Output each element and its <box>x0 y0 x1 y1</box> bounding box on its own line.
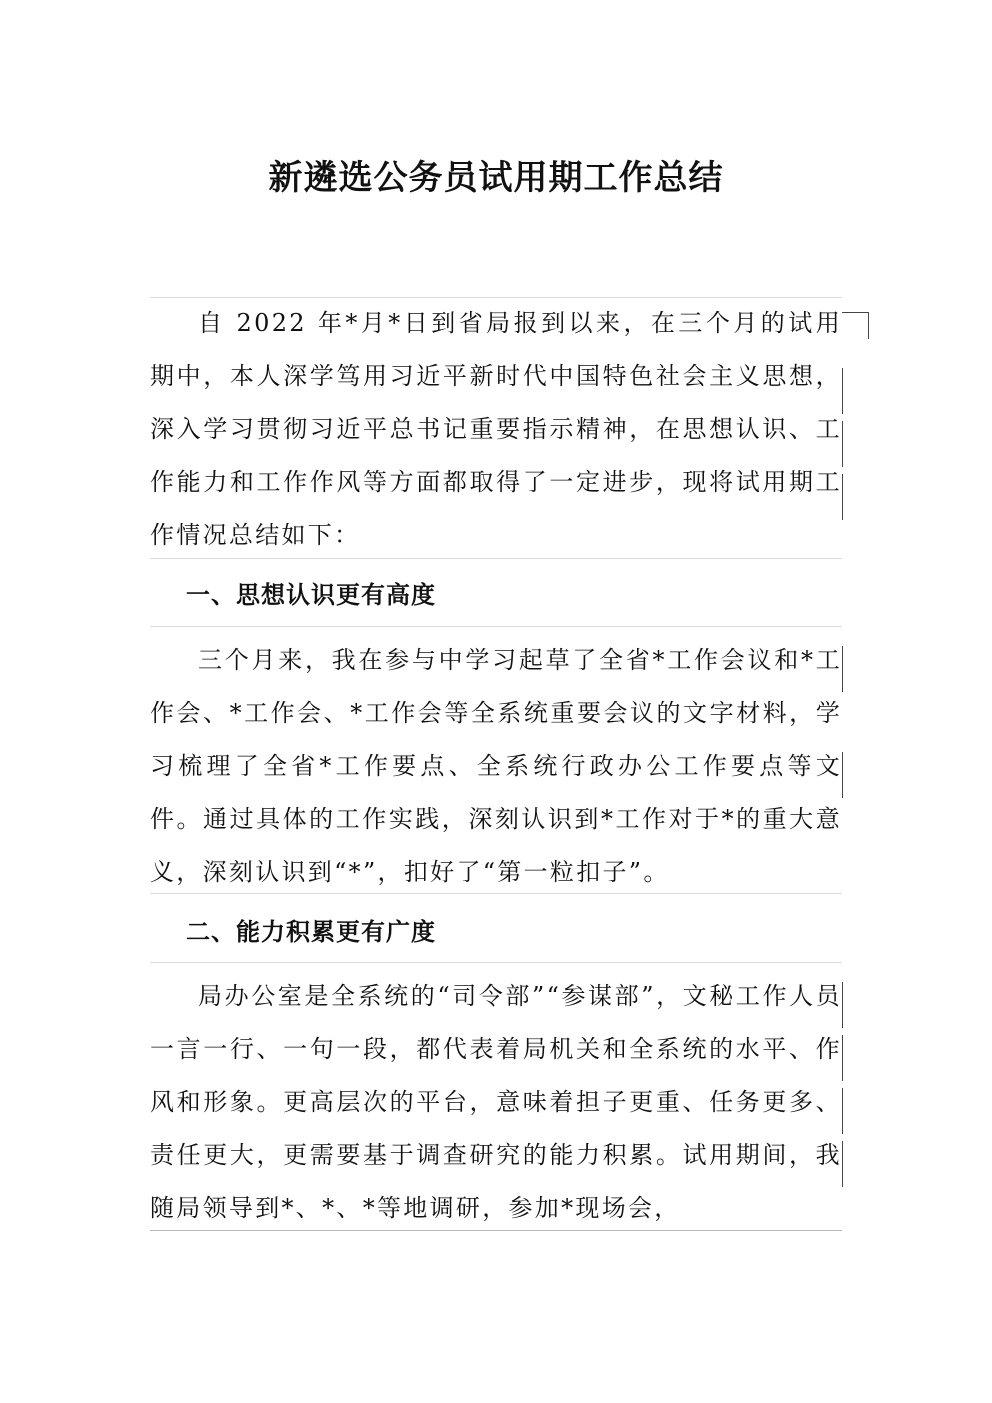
line-edge-mark <box>842 1088 843 1134</box>
section-heading-2: 二、能力积累更有广度 <box>186 917 436 946</box>
line-edge-mark <box>842 421 843 467</box>
section-divider <box>150 962 842 963</box>
section-heading-1: 一、思想认识更有高度 <box>186 580 436 609</box>
section-2-paragraph: 局办公室是全系统的“司令部”“参谋部”，文秘工作人员一言一行、一句一段，都代表着局机关和全系统的水平、作风和形象。更高层次的平台，意味着担子更重、任务更多、责任更大，更需要基于调查研究的能力积累。试用期间，我随局领导到*、*、*等地调研，参加*现场会， <box>150 982 842 1222</box>
section-1-paragraph: 三个月来，我在参与中学习起草了全省*工作会议和*工作会、*工作会、*工作会等全系统重要会议的文字材料，学习梳理了全省*工作要点、全系统行政办公工作要点等文件。通过具体的工作实践，深刻认识到*工作对于*的重大意义，深刻认识到“*”，扣好了“第一粒扣子”。 <box>150 646 842 886</box>
line-edge-mark <box>842 646 843 692</box>
document-title: 新遴选公务员试用期工作总结 <box>268 158 724 198</box>
section-divider <box>150 558 842 559</box>
page-corner-mark <box>842 312 869 339</box>
section-divider <box>150 893 842 894</box>
line-edge-mark <box>842 752 843 798</box>
section-divider <box>150 626 842 627</box>
line-edge-mark <box>842 368 843 414</box>
line-edge-mark <box>842 1035 843 1081</box>
intro-paragraph: 自 2022 年*月*日到省局报到以来，在三个月的试用期中，本人深学笃用习近平新时代中国特色社会主义思想，深入学习贯彻习近平总书记重要指示精神，在思想认识、工作能力和工作作风等方面都取得了一定进步，现将试用期工作情况总结如下： <box>150 309 842 549</box>
line-edge-mark <box>842 1141 843 1187</box>
line-edge-mark <box>842 474 843 520</box>
page-bottom-rule <box>150 1230 842 1231</box>
line-edge-mark <box>842 982 843 1028</box>
